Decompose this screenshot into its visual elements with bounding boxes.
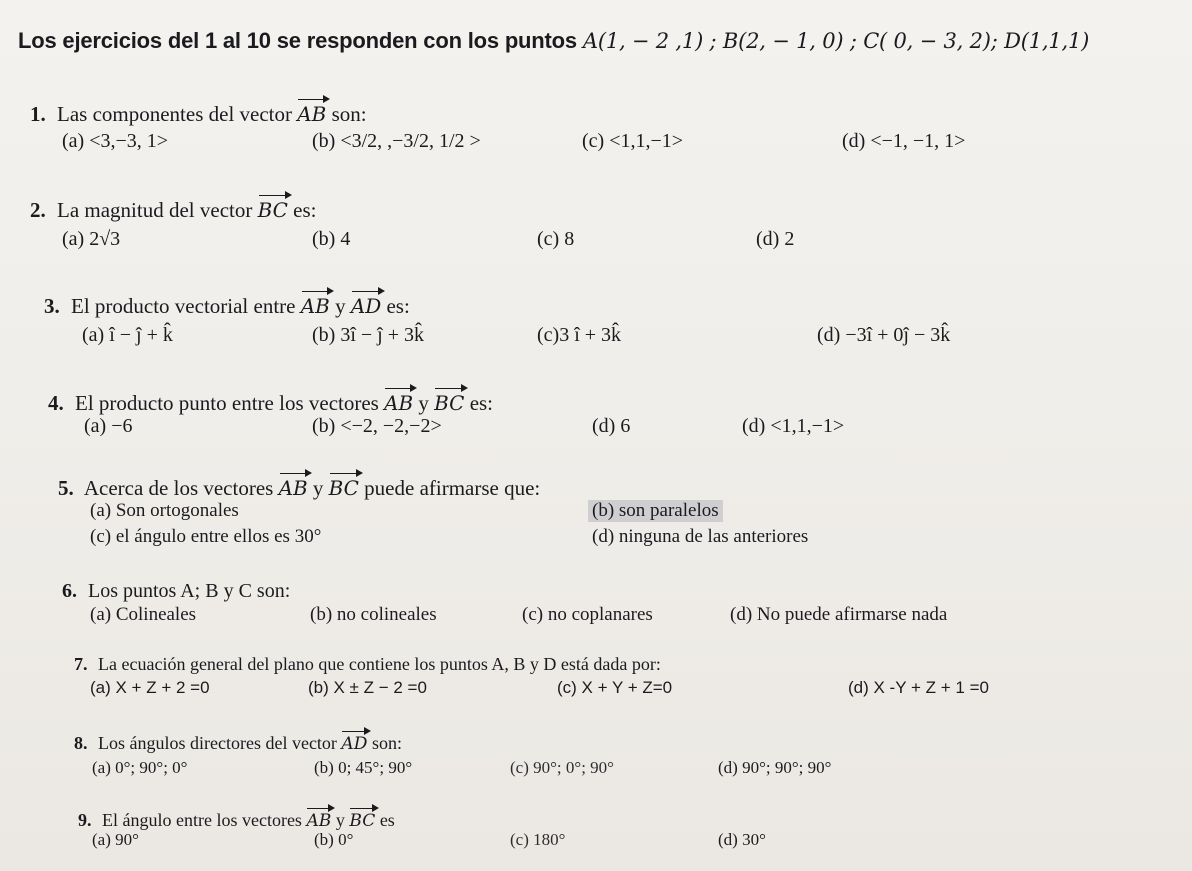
question-2 bbox=[30, 192, 316, 223]
q4-option-b: (b) <−2, −2,−2> bbox=[312, 415, 442, 437]
question-text: Las componentes del vector bbox=[57, 102, 292, 126]
q4-option-d: (d) <1,1,−1> bbox=[742, 415, 845, 437]
q7-option-c: (c) X + Y + Z=0 bbox=[557, 678, 673, 697]
question-text-end: es bbox=[379, 810, 395, 830]
question-text: La magnitud del vector bbox=[57, 198, 253, 222]
q1-option-b: (b) <3/2, ,−3/2, 1/2 > bbox=[312, 130, 481, 152]
vector-bc: BC bbox=[434, 385, 464, 415]
question-number: 7. bbox=[74, 654, 88, 674]
q2-option-c: (c) 8 bbox=[537, 228, 575, 250]
q6-option-d: (d) No puede afirmarse nada bbox=[730, 604, 948, 625]
question-6 bbox=[62, 580, 290, 603]
q4-option-a: (a) −6 bbox=[84, 415, 133, 437]
vector-ab: AB bbox=[301, 288, 330, 318]
question-number: 6. bbox=[62, 580, 77, 602]
q9-option-c: (c) 180° bbox=[510, 830, 566, 849]
question-number: 5. bbox=[58, 476, 74, 500]
question-text-end: es: bbox=[469, 391, 494, 415]
question-text-end: es: bbox=[293, 198, 317, 222]
q5-option-c: (c) el ángulo entre ellos es 30° bbox=[90, 526, 322, 547]
q7-option-b: (b) X ± Z − 2 =0 bbox=[308, 678, 427, 697]
header-points: A(1, − 2 ,1) ; B(2, − 1, 0) ; C( 0, − 3, 2); D(1,1,1) bbox=[582, 29, 1090, 53]
conjunction: y bbox=[335, 810, 345, 830]
vector-bc: BC bbox=[349, 805, 375, 831]
question-1 bbox=[30, 96, 367, 127]
q2-option-d: (d) 2 bbox=[756, 228, 795, 250]
q7-option-a: (a) X + Z + 2 =0 bbox=[90, 678, 210, 697]
q2-option-a: (a) 2√3 bbox=[62, 228, 121, 250]
question-text-end: es: bbox=[386, 294, 410, 318]
vector-bc: BC bbox=[329, 470, 359, 500]
question-text-end: puede afirmarse que: bbox=[364, 476, 541, 500]
q7-option-d: (d) X -Y + Z + 1 =0 bbox=[848, 678, 989, 697]
question-text: El producto punto entre los vectores bbox=[75, 391, 379, 415]
vector-ab: AB bbox=[279, 470, 308, 500]
question-7 bbox=[74, 654, 661, 675]
question-text: El producto vectorial entre bbox=[71, 294, 296, 318]
vector-bc: BC bbox=[258, 192, 288, 222]
header-line bbox=[18, 28, 1089, 54]
question-text: Los puntos A; B y C son: bbox=[88, 580, 291, 602]
question-number: 9. bbox=[78, 810, 92, 830]
vector-ab: AB bbox=[384, 385, 413, 415]
q6-option-b: (b) no colineales bbox=[310, 604, 437, 625]
vector-ad: AD bbox=[351, 288, 381, 318]
q5-option-b: (b) son paralelos bbox=[588, 500, 723, 522]
conjunction: y bbox=[312, 476, 324, 500]
question-4 bbox=[48, 385, 493, 416]
question-number: 3. bbox=[44, 294, 60, 318]
q1-option-c: (c) <1,1,−1> bbox=[582, 130, 684, 152]
question-number: 1. bbox=[30, 102, 46, 126]
question-text: Acerca de los vectores bbox=[83, 476, 274, 500]
question-8 bbox=[74, 728, 402, 754]
q8-option-a: (a) 0°; 90°; 0° bbox=[92, 758, 188, 777]
q8-option-d: (d) 90°; 90°; 90° bbox=[718, 758, 832, 777]
q9-option-d: (d) 30° bbox=[718, 830, 766, 849]
q3-option-d: (d) −3î + 0ĵ − 3k̂ bbox=[817, 324, 951, 346]
q4-option-c: (d) 6 bbox=[592, 415, 631, 437]
question-5 bbox=[58, 470, 540, 501]
conjunction: y bbox=[418, 391, 429, 415]
question-text: Los ángulos directores del vector bbox=[98, 733, 337, 753]
q9-option-b: (b) 0° bbox=[314, 830, 354, 849]
vector-ad: AD bbox=[341, 728, 367, 754]
q8-option-b: (b) 0; 45°; 90° bbox=[314, 758, 413, 777]
q5-option-a: (a) Son ortogonales bbox=[90, 500, 239, 521]
question-text: El ángulo entre los vectores bbox=[102, 810, 302, 830]
q3-option-b: (b) 3î − ĵ + 3k̂ bbox=[312, 324, 424, 346]
question-text-end: son: bbox=[371, 733, 402, 753]
header-intro: Los ejercicios del 1 al 10 se responden con los puntos bbox=[18, 28, 577, 53]
q3-option-c: (c)3 î + 3k̂ bbox=[537, 324, 622, 346]
q3-option-a: (a) î − ĵ + k̂ bbox=[82, 324, 173, 346]
question-number: 2. bbox=[30, 198, 46, 222]
q1-option-a: (a) <3,−3, 1> bbox=[62, 130, 169, 152]
q8-option-c: (c) 90°; 0°; 90° bbox=[510, 758, 614, 777]
q1-option-d: (d) <−1, −1, 1> bbox=[842, 130, 966, 152]
question-9 bbox=[78, 805, 395, 831]
question-number: 4. bbox=[48, 391, 64, 415]
question-text-end: son: bbox=[331, 102, 367, 126]
vector-ab: AB bbox=[297, 96, 326, 126]
question-number: 8. bbox=[74, 733, 88, 753]
q2-option-b: (b) 4 bbox=[312, 228, 351, 250]
question-3 bbox=[44, 288, 410, 319]
q6-option-c: (c) no coplanares bbox=[522, 604, 653, 625]
vector-ab: AB bbox=[306, 805, 331, 831]
q9-option-a: (a) 90° bbox=[92, 830, 139, 849]
q6-option-a: (a) Colineales bbox=[90, 604, 197, 625]
q5-option-d: (d) ninguna de las anteriores bbox=[592, 526, 809, 547]
conjunction: y bbox=[335, 294, 346, 318]
question-text: La ecuación general del plano que contiene los puntos A, B y D está dada por: bbox=[98, 654, 661, 674]
